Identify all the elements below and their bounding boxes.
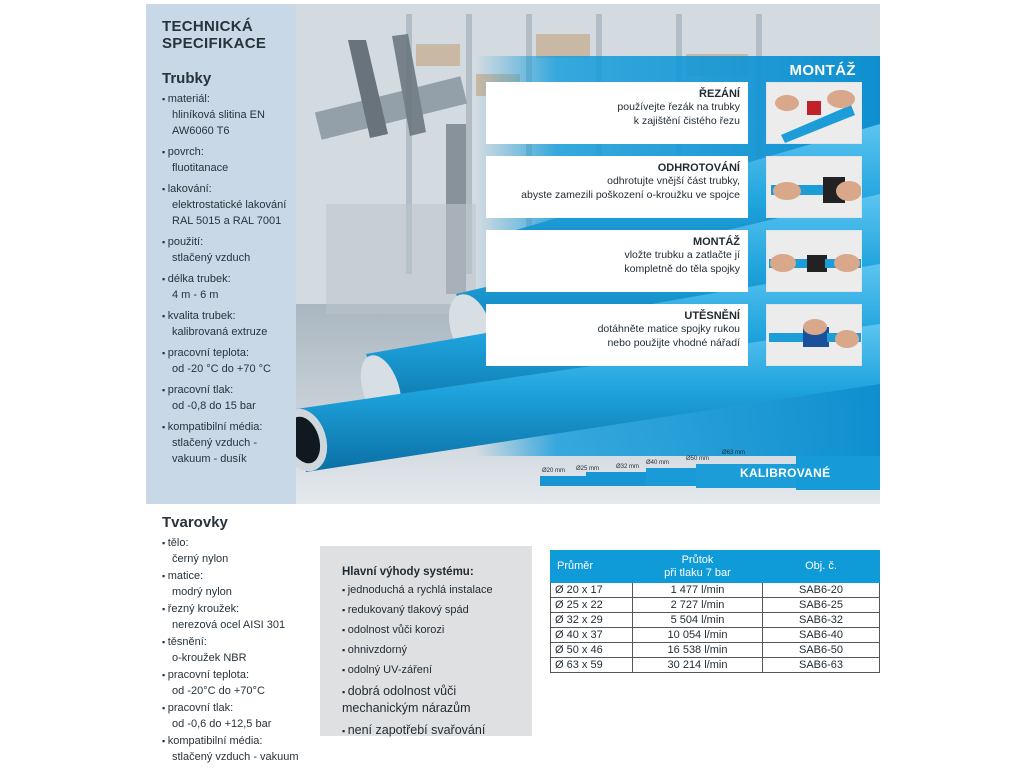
size-label-40: Ø40 mm bbox=[646, 460, 670, 466]
step-cutting: ŘEZÁNÍ používejte řezák na trubky k zajištění čistého řezu bbox=[486, 82, 748, 144]
fitting-item-seal: ▪ těsnění: o-kroužek NBR bbox=[162, 634, 312, 666]
advantage-item: ▪ ohnivzdorný bbox=[342, 643, 532, 657]
spec-item-pressure: ▪ pracovní tlak: od -0,8 do 15 bar bbox=[162, 382, 288, 414]
fitting-item-body: ▪ tělo: černý nylon bbox=[162, 535, 312, 567]
table-row: Ø 32 x 29 5 504 l/min SAB6-32 bbox=[551, 613, 880, 628]
fitting-item-pressure: ▪ pracovní tlak: od -0,6 do +12,5 bar bbox=[162, 700, 312, 732]
step-cutting-photo bbox=[766, 82, 862, 144]
table-row: Ø 20 x 17 1 477 l/min SAB6-20 bbox=[551, 583, 880, 598]
step-assembly-photo bbox=[766, 230, 862, 292]
fittings-section bbox=[162, 514, 312, 766]
size-label-63: Ø63 mm bbox=[722, 450, 746, 456]
advantages-title: Hlavní výhody systému: bbox=[342, 566, 474, 578]
spec-item-surface: ▪ povrch: fluotitanace bbox=[162, 144, 288, 176]
pipes-spec-list bbox=[162, 91, 288, 467]
montaz-heading: MONTÁŽ bbox=[789, 62, 856, 79]
spec-panel bbox=[146, 4, 296, 504]
spec-item-temperature: ▪ pracovní teplota: od -20 °C do +70 °C bbox=[162, 345, 288, 377]
advantage-item: ▪ není zapotřebí svařování bbox=[342, 722, 532, 739]
header-diameter: Průměr bbox=[551, 551, 633, 583]
hero-image bbox=[296, 4, 880, 504]
pipe-sizes-table bbox=[550, 550, 880, 673]
size-label-20: Ø20 mm bbox=[542, 468, 566, 474]
step-sealing-photo bbox=[766, 304, 862, 366]
fitting-item-nut: ▪ matice: modrý nylon bbox=[162, 568, 312, 600]
advantages-box bbox=[320, 546, 532, 736]
table-row: Ø 25 x 22 2 727 l/min SAB6-25 bbox=[551, 598, 880, 613]
spec-item-length: ▪ délka trubek: 4 m - 6 m bbox=[162, 271, 288, 303]
advantage-item: ▪ dobrá odolnost vůči mechanickým nárazům bbox=[342, 683, 532, 716]
advantage-item: ▪ odolný UV-záření bbox=[342, 663, 532, 677]
advantage-item: ▪ redukovaný tlakový spád bbox=[342, 603, 532, 617]
calibrated-label: KALIBROVANÉ bbox=[740, 466, 831, 480]
header-order-code: Obj. č. bbox=[763, 551, 880, 583]
spec-item-quality: ▪ kvalita trubek: kalibrovaná extruze bbox=[162, 308, 288, 340]
size-label-32: Ø32 mm bbox=[616, 464, 640, 470]
table-row: Ø 50 x 46 16 538 l/min SAB6-50 bbox=[551, 643, 880, 658]
step-deburring: ODHROTOVÁNÍ odhrotujte vnější část trubky, abyste zamezili poškození o-kroužku ve spojce bbox=[486, 156, 748, 218]
advantage-item: ▪ odolnost vůči korozi bbox=[342, 623, 532, 637]
step-deburring-photo bbox=[766, 156, 862, 218]
table-header-row bbox=[551, 551, 880, 583]
fittings-title: Tvarovky bbox=[162, 514, 228, 531]
table-row: Ø 63 x 59 30 214 l/min SAB6-63 bbox=[551, 658, 880, 673]
size-label-50: Ø50 mm bbox=[686, 456, 710, 462]
pipes-section-title: Trubky bbox=[162, 70, 212, 87]
fitting-item-cutting-ring: ▪ řezný kroužek: nerezová ocel AISI 301 bbox=[162, 601, 312, 633]
spec-item-material: ▪ materiál: hliníková slitina EN AW6060 T6 bbox=[162, 91, 288, 139]
size-label-25: Ø25 mm bbox=[576, 466, 600, 472]
spec-item-coating: ▪ lakování: elektrostatické lakování RAL 5015 a RAL 7001 bbox=[162, 181, 288, 229]
fitting-item-temperature: ▪ pracovní teplota: od -20°C do +70°C bbox=[162, 667, 312, 699]
table-row: Ø 40 x 37 10 054 l/min SAB6-40 bbox=[551, 628, 880, 643]
spec-item-usage: ▪ použití: stlačený vzduch bbox=[162, 234, 288, 266]
header-flow: Průtok při tlaku 7 bar bbox=[633, 551, 763, 583]
spec-title: TECHNICKÁ SPECIFIKACE bbox=[162, 18, 267, 52]
step-assembly: MONTÁŽ vložte trubku a zatlačte jí kompletně do těla spojky bbox=[486, 230, 748, 292]
advantage-item: ▪ jednoduchá a rychlá instalace bbox=[342, 583, 532, 597]
spec-item-media: ▪ kompatibilní média: stlačený vzduch - vakuum - dusík bbox=[162, 419, 288, 467]
step-sealing: UTĚSNĚNÍ dotáhněte matice spojky rukou nebo použijte vhodné nářadí bbox=[486, 304, 748, 366]
fitting-item-media: ▪ kompatibilní média: stlačený vzduch - vakuum bbox=[162, 733, 312, 765]
